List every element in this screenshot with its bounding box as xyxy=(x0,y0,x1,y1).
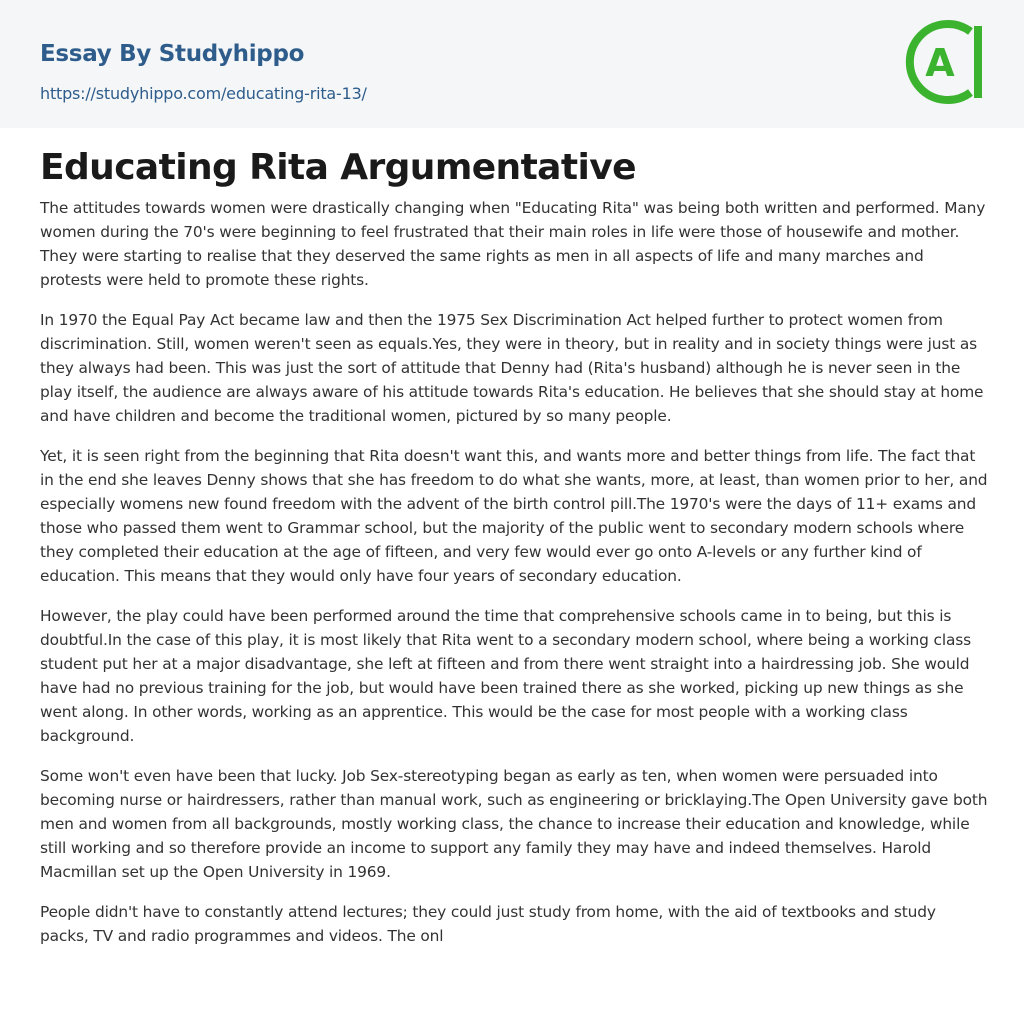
site-brand-title[interactable]: Essay By Studyhippo xyxy=(40,41,305,67)
logo-letter: A xyxy=(925,41,955,85)
essay-url-link[interactable]: https://studyhippo.com/educating-rita-13/ xyxy=(40,84,367,103)
article-paragraph: However, the play could have been performed around the time that comprehensive schools came in to being, but this is doubtful.In the case of this play, it is most likely that Rita went to a secondary modern school, where being a working class student put her at a major disadvantage, she left at fifteen and from there went straight into a hairdressing job. She would have had no previous training for the job, but would have been trained there as she worked, picking up new things as she went along. In other words, working as an apprentice. This would be the case for most people with a working class background. xyxy=(40,607,971,745)
article xyxy=(40,140,988,964)
article-paragraph: Some won't even have been that lucky. Job Sex-stereotyping began as early as ten, when women were persuaded into becoming nurse or hairdressers, rather than manual work, such as engineering or bricklaying.The Open University gave both men and women from all backgrounds, mostly working class, the chance to increase their education and knowledge, while still working and so therefore provide an income to support any family they may have and indeed themselves. Harold Macmillan set up the Open University in 1969. xyxy=(40,767,988,881)
article-title: Educating Rita Argumentative xyxy=(40,147,636,188)
article-paragraph: People didn't have to constantly attend lectures; they could just study from home, with the aid of textbooks and study packs, TV and radio programmes and videos. The onl xyxy=(40,903,936,945)
site-header xyxy=(0,0,1024,128)
a-letter-circle-logo-icon[interactable] xyxy=(900,18,988,106)
article-paragraph: The attitudes towards women were drastically changing when "Educating Rita" was being both written and performed. Many women during the 70's were beginning to feel frustrated that their main roles in life were those of housewife and mother. They were starting to realise that they deserved the same rights as men in all aspects of life and many marches and protests were held to promote these rights. xyxy=(40,199,986,289)
article-paragraph: Yet, it is seen right from the beginning that Rita doesn't want this, and wants more and better things from life. The fact that in the end she leaves Denny shows that she has freedom to do what she wants, more, at least, than women prior to her, and especially womens new found freedom with the advent of the birth control pill.The 1970's were the days of 11+ exams and those who passed them went to Grammar school, but the majority of the public went to secondary modern schools where they completed their education at the age of fifteen, and very few would ever go onto A-levels or any further kind of education. This means that they would only have four years of secondary education. xyxy=(40,447,988,585)
article-paragraph: In 1970 the Equal Pay Act became law and then the 1975 Sex Discrimination Act helped further to protect women from discrimination. Still, women weren't seen as equals.Yes, they were in theory, but in reality and in society things were just as they always had been. This was just the sort of attitude that Denny had (Rita's husband) although he is never seen in the play itself, the audience are always aware of his attitude towards Rita's education. He believes that she should stay at home and have children and become the traditional women, pictured by so many people. xyxy=(40,311,984,425)
